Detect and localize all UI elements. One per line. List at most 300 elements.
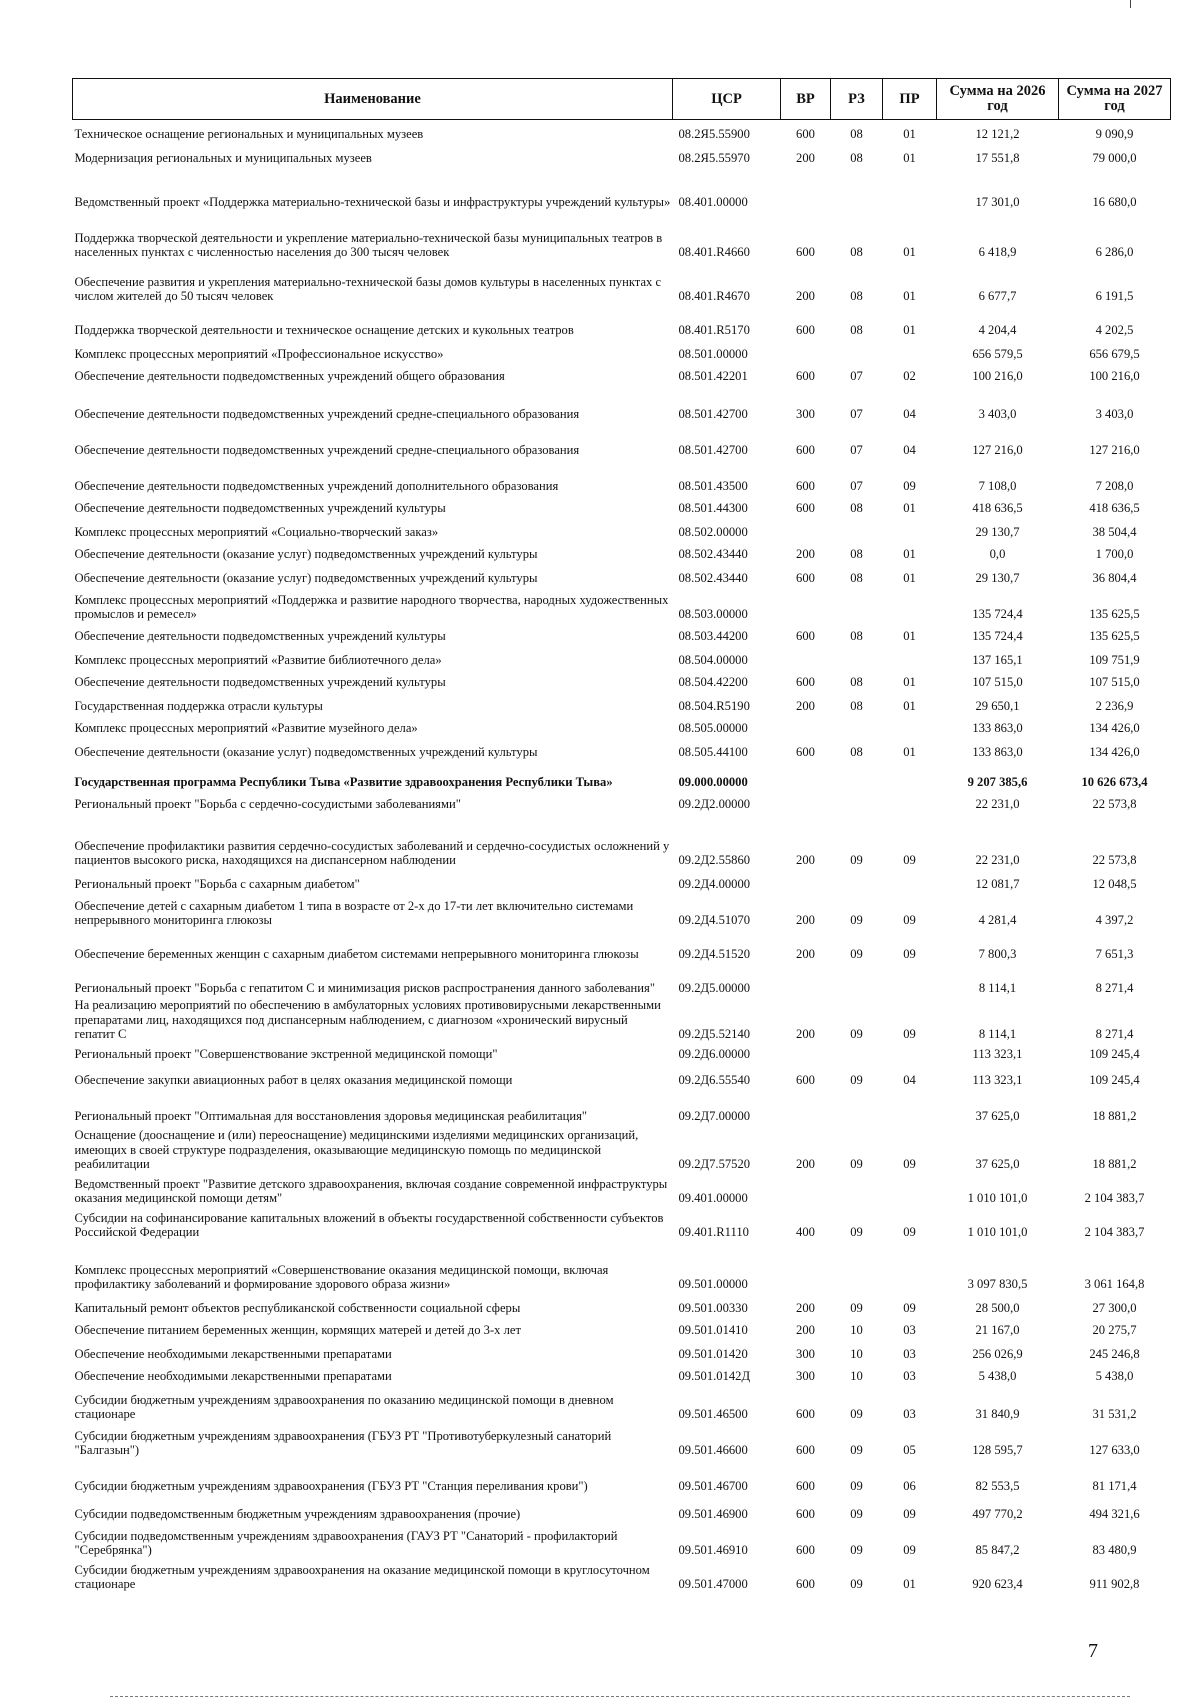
row-csr: 09.501.46600: [678, 1443, 748, 1457]
row-vr: 300: [796, 1369, 815, 1383]
row-sum-2026: 8 114,1: [978, 981, 1017, 995]
row-csr: 09.501.00330: [678, 1301, 748, 1315]
row-sum-2027: 7 651,3: [1095, 947, 1134, 961]
header-pr: ПР: [883, 79, 937, 120]
row-sum-2027: 8 271,4: [1095, 981, 1134, 995]
row-pr: 01: [903, 547, 916, 561]
row-csr: 09.2Д4.51070: [678, 913, 751, 927]
row-csr: 08.502.43440: [678, 571, 748, 585]
table-row: [73, 1062, 1171, 1088]
row-vr: 600: [796, 369, 815, 383]
row-sum-2027: 7 208,0: [1095, 479, 1134, 493]
budget-table-container: [72, 78, 1170, 1592]
row-name: Комплекс процессных мероприятий «Совершенствование оказания медицинской помощи, включая профилактику заболеваний и формирование здорового образа жизни»: [74, 1262, 609, 1291]
row-sum-2026: 133 863,0: [972, 745, 1023, 759]
row-vr: [781, 1088, 831, 1124]
row-name: Комплекс процессных мероприятий «Социально-творческий заказ»: [74, 525, 439, 539]
row-rz: 10: [850, 1369, 863, 1383]
table-row: [73, 1240, 1171, 1292]
table-row: [73, 812, 1171, 868]
row-rz: 09: [850, 1443, 863, 1457]
row-name: Комплекс процессных мероприятий «Поддержка и развитие народного творчества, народных художественных промыслов и ремесел»: [74, 592, 669, 621]
row-pr: 09: [903, 1027, 916, 1041]
table-row: [73, 1422, 1171, 1458]
row-rz: [831, 1172, 883, 1206]
row-vr: 400: [796, 1225, 815, 1239]
row-vr: 600: [796, 571, 815, 585]
row-rz: 09: [850, 1225, 863, 1239]
row-vr: 200: [796, 289, 815, 303]
row-sum-2026: 113 323,1: [972, 1047, 1023, 1061]
row-vr: 200: [796, 853, 815, 867]
row-csr: 08.504.00000: [678, 653, 748, 667]
row-rz: 09: [850, 1301, 863, 1315]
row-name: Обеспечение деятельности (оказание услуг) подведомственных учреждений культуры: [74, 547, 538, 561]
row-vr: 200: [796, 151, 815, 165]
row-rz: 08: [850, 675, 863, 689]
row-vr: [781, 586, 831, 622]
row-pr: 01: [903, 1577, 916, 1591]
row-pr: 09: [903, 1507, 916, 1521]
row-name: Обеспечение деятельности подведомственных учреждений культуры: [74, 629, 446, 643]
row-csr: 08.502.00000: [678, 525, 748, 539]
row-sum-2026: 17 301,0: [975, 195, 1020, 209]
row-sum-2027: 109 245,4: [1089, 1073, 1140, 1087]
row-rz: 09: [850, 1543, 863, 1557]
header-name: Наименование: [73, 79, 673, 120]
row-pr: [883, 516, 937, 540]
row-pr: 09: [903, 913, 916, 927]
row-vr: [781, 516, 831, 540]
row-sum-2027: 1 700,0: [1095, 547, 1134, 561]
row-name: Обеспечение профилактики развития сердечно-сосудистых заболеваний и сердечно-сосудистых осложнений у пациентов высокого риска, находящихся на диспансерном наблюдении: [74, 838, 670, 867]
row-sum-2026: 37 625,0: [975, 1157, 1020, 1171]
row-name: Обеспечение деятельности подведомственных учреждений средне-специального образования: [74, 407, 580, 421]
row-sum-2026: 22 231,0: [975, 797, 1020, 811]
row-csr: 09.401.R1110: [678, 1225, 749, 1239]
row-sum-2026: 3 403,0: [978, 407, 1017, 421]
row-vr: 600: [796, 479, 815, 493]
row-pr: 01: [903, 675, 916, 689]
row-sum-2026: 1 010 101,0: [967, 1225, 1028, 1239]
row-rz: 09: [850, 1479, 863, 1493]
row-sum-2027: 3 403,0: [1095, 407, 1134, 421]
row-pr: [883, 790, 937, 812]
row-sum-2027: 36 804,4: [1092, 571, 1137, 585]
row-rz: 09: [850, 1407, 863, 1421]
row-name: Комплекс процессных мероприятий «Развитие библиотечного дела»: [74, 653, 442, 667]
row-vr: 600: [796, 443, 815, 457]
row-pr: 01: [903, 571, 916, 585]
row-rz: [831, 760, 883, 790]
row-sum-2027: 9 090,9: [1095, 127, 1134, 141]
table-row: [73, 736, 1171, 760]
row-csr: 08.401.R4670: [678, 289, 750, 303]
row-name: Поддержка творческой деятельности и техническое оснащение детских и кукольных театров: [74, 323, 574, 337]
row-sum-2027: 6 286,0: [1095, 245, 1134, 259]
table-row: [73, 668, 1171, 690]
row-rz: 08: [850, 571, 863, 585]
row-rz: 08: [850, 127, 863, 141]
row-vr: 600: [796, 323, 815, 337]
row-pr: 04: [903, 407, 916, 421]
row-rz: 09: [850, 1507, 863, 1521]
row-sum-2026: 5 438,0: [978, 1369, 1017, 1383]
row-pr: 09: [903, 1543, 916, 1557]
row-sum-2027: 134 426,0: [1089, 745, 1140, 759]
table-row: [73, 562, 1171, 586]
row-rz: [831, 644, 883, 668]
table-row: [73, 540, 1171, 562]
row-name: Обеспечение деятельности (оказание услуг) подведомственных учреждений культуры: [74, 745, 538, 759]
row-name: Региональный проект "Борьба с гепатитом С и минимизация рисков распространения данного заболевания": [74, 981, 655, 995]
row-sum-2027: 107 515,0: [1089, 675, 1140, 689]
row-vr: [781, 868, 831, 892]
row-sum-2027: 134 426,0: [1089, 721, 1140, 735]
row-name: Обеспечение деятельности подведомственных учреждений общего образования: [74, 369, 505, 383]
table-row: [73, 1362, 1171, 1384]
row-csr: 08.401.R5170: [678, 323, 750, 337]
row-sum-2027: 2 104 383,7: [1084, 1225, 1145, 1239]
row-name: Субсидии бюджетным учреждениям здравоохранения по оказанию медицинской помощи в дневном стационаре: [74, 1392, 614, 1421]
row-pr: 09: [903, 853, 916, 867]
row-sum-2026: 8 114,1: [978, 1027, 1017, 1041]
row-csr: 08.401.00000: [678, 195, 748, 209]
row-csr: 08.501.00000: [678, 347, 748, 361]
row-rz: 08: [850, 699, 863, 713]
row-csr: 09.2Д6.55540: [678, 1073, 751, 1087]
row-pr: 01: [903, 323, 916, 337]
row-sum-2026: 6 677,7: [978, 289, 1017, 303]
row-rz: 07: [850, 369, 863, 383]
row-sum-2026: 7 800,3: [978, 947, 1017, 961]
row-rz: [831, 714, 883, 736]
row-name: Обеспечение детей с сахарным диабетом 1 типа в возрасте от 2-х до 17-ти лет включительно системами непрерывного мониторинга глюкозы: [74, 898, 634, 927]
row-csr: 09.2Д5.52140: [678, 1027, 751, 1041]
row-sum-2027: 3 061 164,8: [1084, 1277, 1145, 1291]
row-rz: 10: [850, 1323, 863, 1337]
row-vr: 200: [796, 913, 815, 927]
row-vr: 200: [796, 1157, 815, 1171]
row-sum-2026: 29 130,7: [975, 571, 1020, 585]
row-sum-2027: 12 048,5: [1092, 877, 1137, 891]
row-name: Обеспечение необходимыми лекарственными препаратами: [74, 1347, 392, 1361]
row-csr: 08.503.00000: [678, 607, 748, 621]
row-sum-2026: 29 130,7: [975, 525, 1020, 539]
table-row: [73, 1292, 1171, 1316]
row-rz: 07: [850, 479, 863, 493]
row-vr: [781, 760, 831, 790]
row-rz: [831, 1240, 883, 1292]
page-number: 7: [1088, 1640, 1098, 1662]
row-vr: 600: [796, 501, 815, 515]
row-csr: 08.505.00000: [678, 721, 748, 735]
row-vr: 600: [796, 1479, 815, 1493]
header-sum-2026: Сумма на 2026 год: [937, 79, 1059, 120]
row-pr: [883, 644, 937, 668]
row-pr: [883, 166, 937, 210]
table-row: [73, 1124, 1171, 1172]
row-csr: 08.504.42200: [678, 675, 748, 689]
table-row: [73, 210, 1171, 260]
row-vr: 300: [796, 1347, 815, 1361]
row-vr: 600: [796, 127, 815, 141]
table-row: [73, 1558, 1171, 1592]
row-sum-2027: 18 881,2: [1092, 1157, 1137, 1171]
row-name: Государственная поддержка отрасли культуры: [74, 699, 323, 713]
row-vr: 600: [796, 1443, 815, 1457]
row-vr: [781, 1042, 831, 1062]
row-vr: [781, 1240, 831, 1292]
row-csr: 09.501.46500: [678, 1407, 748, 1421]
row-name: Субсидии бюджетным учреждениям здравоохранения на оказание медицинской помощи в круглосуточном стационаре: [74, 1562, 650, 1591]
table-row: [73, 760, 1171, 790]
table-row: [73, 690, 1171, 714]
row-name: Субсидии бюджетным учреждениям здравоохранения (ГБУЗ РТ "Станция переливания крови"): [74, 1479, 588, 1493]
row-csr: 08.2Я5.55970: [678, 151, 750, 165]
row-pr: 09: [903, 1225, 916, 1239]
table-row: [73, 516, 1171, 540]
row-rz: 08: [850, 629, 863, 643]
row-name: Обеспечение необходимыми лекарственными препаратами: [74, 1369, 392, 1383]
row-csr: 08.504.R5190: [678, 699, 750, 713]
row-pr: 03: [903, 1369, 916, 1383]
row-csr: 08.501.42700: [678, 443, 748, 457]
row-name: Модернизация региональных и муниципальных музеев: [74, 151, 372, 165]
row-vr: 200: [796, 1027, 815, 1041]
row-vr: 200: [796, 547, 815, 561]
row-rz: 10: [850, 1347, 863, 1361]
row-rz: 08: [850, 245, 863, 259]
row-rz: 09: [850, 1157, 863, 1171]
row-pr: 01: [903, 151, 916, 165]
row-pr: 09: [903, 947, 916, 961]
row-sum-2026: 100 216,0: [972, 369, 1023, 383]
row-sum-2026: 107 515,0: [972, 675, 1023, 689]
row-sum-2027: 418 636,5: [1089, 501, 1140, 515]
row-name: Обеспечение деятельности подведомственных учреждений культуры: [74, 501, 446, 515]
row-pr: 01: [903, 501, 916, 515]
row-csr: 09.501.01420: [678, 1347, 748, 1361]
row-sum-2026: 113 323,1: [972, 1073, 1023, 1087]
row-vr: 600: [796, 245, 815, 259]
table-row: [73, 586, 1171, 622]
row-vr: 200: [796, 699, 815, 713]
row-sum-2026: 9 207 385,6: [967, 775, 1028, 789]
row-csr: 08.501.42700: [678, 407, 748, 421]
row-sum-2026: 135 724,4: [972, 629, 1023, 643]
row-sum-2027: 83 480,9: [1092, 1543, 1137, 1557]
row-name: Субсидии подведомственным учреждениям здравоохранения (ГАУЗ РТ "Санаторий - профилакторий "Серебрянка"): [74, 1528, 618, 1557]
row-sum-2027: 656 679,5: [1089, 347, 1140, 361]
row-csr: 09.2Д4.00000: [678, 877, 751, 891]
row-sum-2026: 497 770,2: [972, 1507, 1023, 1521]
row-vr: 200: [796, 1323, 815, 1337]
row-rz: [831, 516, 883, 540]
row-vr: 600: [796, 629, 815, 643]
row-csr: 08.501.42201: [678, 369, 748, 383]
row-csr: 08.502.43440: [678, 547, 748, 561]
row-sum-2026: 28 500,0: [975, 1301, 1020, 1315]
row-name: Субсидии бюджетным учреждениям здравоохранения (ГБУЗ РТ "Противотуберкулезный санаторий "Балгазын"): [74, 1428, 612, 1457]
row-rz: [831, 1042, 883, 1062]
header-vr: ВР: [781, 79, 831, 120]
table-row: [73, 622, 1171, 644]
row-sum-2026: 22 231,0: [975, 853, 1020, 867]
row-pr: 02: [903, 369, 916, 383]
row-sum-2027: 135 625,5: [1089, 629, 1140, 643]
table-row: [73, 714, 1171, 736]
row-name: Обеспечение деятельности подведомственных учреждений культуры: [74, 675, 446, 689]
row-sum-2027: 8 271,4: [1095, 1027, 1134, 1041]
row-vr: 200: [796, 947, 815, 961]
table-row: [73, 892, 1171, 928]
table-row: [73, 384, 1171, 422]
table-row: [73, 458, 1171, 494]
row-csr: 09.501.01410: [678, 1323, 748, 1337]
table-row: [73, 928, 1171, 962]
row-sum-2026: 127 216,0: [972, 443, 1023, 457]
header-sum-2027: Сумма на 2027 год: [1059, 79, 1171, 120]
table-row: [73, 166, 1171, 210]
row-pr: [883, 338, 937, 362]
row-sum-2026: 7 108,0: [978, 479, 1017, 493]
row-csr: 09.2Д6.00000: [678, 1047, 751, 1061]
row-rz: 09: [850, 947, 863, 961]
row-sum-2027: 18 881,2: [1092, 1109, 1137, 1123]
row-sum-2027: 109 245,4: [1089, 1047, 1140, 1061]
row-name: Обеспечение развития и укрепления материально-технической базы домов культуры в населенных пунктах с числом жителей до 50 тысяч человек: [74, 274, 662, 303]
table-row: [73, 494, 1171, 516]
row-sum-2027: 16 680,0: [1092, 195, 1137, 209]
row-name: Обеспечение деятельности (оказание услуг) подведомственных учреждений культуры: [74, 571, 538, 585]
table-row: [73, 790, 1171, 812]
table-row: [73, 962, 1171, 996]
row-sum-2026: 85 847,2: [975, 1543, 1020, 1557]
row-sum-2027: 127 216,0: [1089, 443, 1140, 457]
row-name: Обеспечение деятельности подведомственных учреждений дополнительного образования: [74, 479, 559, 493]
row-sum-2026: 3 097 830,5: [967, 1277, 1028, 1291]
row-sum-2026: 21 167,0: [975, 1323, 1020, 1337]
row-sum-2026: 256 026,9: [972, 1347, 1023, 1361]
row-sum-2027: 31 531,2: [1092, 1407, 1137, 1421]
row-vr: 600: [796, 1577, 815, 1591]
row-rz: [831, 338, 883, 362]
row-csr: 09.501.0142Д: [678, 1369, 751, 1383]
row-rz: 09: [850, 1027, 863, 1041]
row-csr: 08.505.44100: [678, 745, 748, 759]
row-sum-2026: 920 623,4: [972, 1577, 1023, 1591]
row-sum-2027: 38 504,4: [1092, 525, 1137, 539]
row-pr: 03: [903, 1323, 916, 1337]
row-vr: 300: [796, 407, 815, 421]
row-name: Оснащение (дооснащение и (или) переоснащение) медицинскими изделиями медицинских организаций, имеющих в своей структуре подразделения, оказывающие медицинскую помощь по медицинской реабилитации: [74, 1128, 639, 1171]
row-rz: 08: [850, 547, 863, 561]
row-pr: [883, 962, 937, 996]
row-pr: 03: [903, 1347, 916, 1361]
row-vr: 600: [796, 745, 815, 759]
row-csr: 08.503.44200: [678, 629, 748, 643]
row-pr: 01: [903, 745, 916, 759]
row-csr: 09.501.00000: [678, 1277, 748, 1291]
row-pr: [883, 1240, 937, 1292]
row-csr: 09.2Д7.00000: [678, 1109, 751, 1123]
row-sum-2027: 79 000,0: [1092, 151, 1137, 165]
row-csr: 09.501.46910: [678, 1543, 748, 1557]
row-sum-2026: 6 418,9: [978, 245, 1017, 259]
table-row: [73, 1494, 1171, 1522]
row-name: Государственная программа Республики Тыва «Развитие здравоохранения Республики Тыва»: [74, 775, 613, 789]
row-pr: [883, 586, 937, 622]
table-row: [73, 1206, 1171, 1240]
row-vr: 600: [796, 1073, 815, 1087]
row-rz: [831, 868, 883, 892]
table-row: [73, 1172, 1171, 1206]
row-vr: 600: [796, 1543, 815, 1557]
row-pr: 05: [903, 1443, 916, 1457]
row-name: Субсидии на софинансирование капитальных вложений в объекты государственной собственности субъектов Российской Федерации: [74, 1210, 664, 1239]
row-vr: [781, 962, 831, 996]
row-csr: 09.2Д4.51520: [678, 947, 751, 961]
row-pr: [883, 1088, 937, 1124]
row-rz: 09: [850, 1073, 863, 1087]
budget-table: [72, 78, 1171, 1592]
row-sum-2026: 29 650,1: [975, 699, 1020, 713]
row-sum-2026: 1 010 101,0: [967, 1191, 1028, 1205]
row-rz: 09: [850, 913, 863, 927]
table-row: [73, 1338, 1171, 1362]
row-sum-2026: 0,0: [989, 547, 1006, 561]
row-name: Капитальный ремонт объектов республиканской собственности социальной сферы: [74, 1301, 521, 1315]
row-name: Ведомственный проект "Развитие детского здравоохранения, включая создание современной инфраструктуры оказания медицинской помощи детям": [74, 1176, 668, 1205]
header-csr: ЦСР: [673, 79, 781, 120]
row-name: Субсидии подведомственным бюджетным учреждениям здравоохранения (прочие): [74, 1507, 521, 1521]
row-sum-2026: 4 281,4: [978, 913, 1017, 927]
row-name: Региональный проект "Борьба с сахарным диабетом": [74, 877, 360, 891]
row-vr: 600: [796, 1507, 815, 1521]
row-sum-2026: 82 553,5: [975, 1479, 1020, 1493]
row-csr: 08.501.43500: [678, 479, 748, 493]
table-row: [73, 996, 1171, 1042]
table-body: [73, 120, 1171, 1592]
row-sum-2027: 494 321,6: [1089, 1507, 1140, 1521]
row-vr: [781, 714, 831, 736]
row-name: Обеспечение питанием беременных женщин, кормящих матерей и детей до 3-х лет: [74, 1323, 521, 1337]
row-pr: [883, 1042, 937, 1062]
row-sum-2026: 418 636,5: [972, 501, 1023, 515]
row-sum-2027: 127 633,0: [1089, 1443, 1140, 1457]
table-row: [73, 1458, 1171, 1494]
row-csr: 08.401.R4660: [678, 245, 750, 259]
row-pr: 09: [903, 479, 916, 493]
row-pr: 04: [903, 443, 916, 457]
row-name: Обеспечение деятельности подведомственных учреждений средне-специального образования: [74, 443, 580, 457]
row-name: Региональный проект "Оптимальная для восстановления здоровья медицинская реабилитация": [74, 1109, 588, 1123]
table-row: [73, 1042, 1171, 1062]
row-vr: 200: [796, 1301, 815, 1315]
row-sum-2027: 911 902,8: [1089, 1577, 1140, 1591]
row-rz: 07: [850, 443, 863, 457]
row-sum-2027: 22 573,8: [1092, 797, 1137, 811]
row-name: Техническое оснащение региональных и муниципальных музеев: [74, 127, 424, 141]
table-row: [73, 868, 1171, 892]
row-sum-2026: 12 081,7: [975, 877, 1020, 891]
row-rz: 08: [850, 289, 863, 303]
row-csr: 09.501.46700: [678, 1479, 748, 1493]
row-sum-2026: 4 204,4: [978, 323, 1017, 337]
row-sum-2027: 20 275,7: [1092, 1323, 1137, 1337]
row-pr: [883, 760, 937, 790]
